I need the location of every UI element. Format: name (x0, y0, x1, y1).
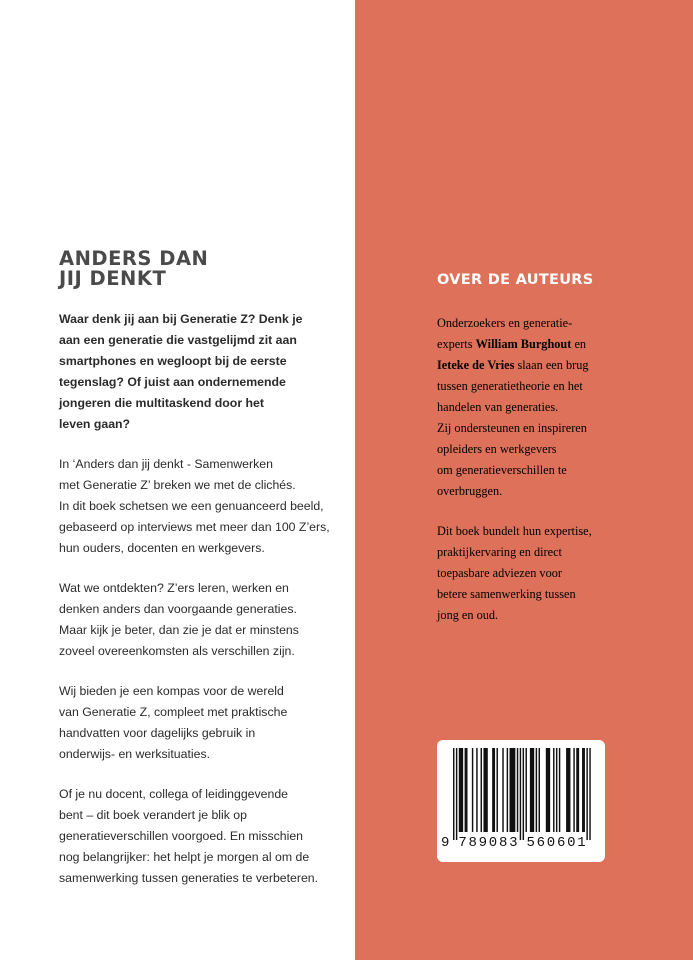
barcode-bar (586, 748, 587, 840)
text-line: smartphones en wegloopt bij de eerste (59, 354, 287, 368)
authors-intro: Onderzoekers en generatie- experts William Burghout en Ieteke de Vries slaan een brug tussen generatietheorie en het handelen van generaties. Zij ondersteunen en inspireren opleiders en werkgevers om generatieverschillen te overbruggen. (437, 316, 589, 498)
text-line: praktijkervaring en direct (437, 545, 562, 559)
text-line: zoveel overeenkomsten als verschillen zijn. (59, 644, 295, 658)
text-line: Maar kijk je beter, dan zie je dat er minstens (59, 623, 299, 637)
isbn-digit: 0 (567, 835, 576, 851)
blurb (59, 309, 344, 908)
text-line: van Generatie Z, compleet met praktische (59, 705, 288, 719)
barcode-bar (553, 748, 554, 832)
text-line: gebaseerd op interviews met meer dan 100 Z’ers, (59, 520, 330, 534)
author-name: William Burghout (475, 337, 572, 351)
text-line: toepasbare adviezen voor (437, 566, 562, 580)
barcode-bar (582, 748, 585, 832)
isbn-digit: 1 (577, 835, 586, 851)
text-line: Dit boek bundelt hun expertise, (437, 524, 592, 538)
barcode-bar (559, 748, 560, 832)
text-line: denken anders dan voorgaande generaties. (59, 602, 297, 616)
isbn-digit: 5 (526, 835, 535, 851)
barcode-bar (536, 748, 537, 832)
barcode-bar (465, 748, 468, 832)
barcode-bar (517, 748, 518, 832)
isbn-digit: 6 (536, 835, 546, 851)
barcode-bar (539, 748, 540, 832)
barcode-bar (526, 748, 527, 832)
isbn-digit: 9 (441, 835, 450, 851)
text-line: nog belangrijker: het helpt je morgen al om de (59, 850, 310, 864)
text-line: jongeren die multitaskend door het (59, 396, 264, 410)
author-name: Ieteke de Vries (437, 358, 515, 372)
title-line: ANDERS DAN (59, 247, 209, 270)
barcode-bar (573, 748, 574, 832)
barcode-bar (483, 748, 487, 832)
text-line: jong en oud. (437, 608, 499, 622)
barcode-bar (481, 748, 482, 832)
text-line: generatieverschillen voorgoed. En misschien (59, 829, 304, 843)
barcode-bar (453, 748, 454, 840)
text-line: Of je nu docent, collega of leidinggevende (59, 787, 289, 801)
blurb-paragraph (59, 578, 344, 662)
barcode-bar (510, 748, 516, 832)
authors-heading: OVER DE AUTEURS (437, 272, 594, 288)
title-line: JIJ DENKT (59, 267, 167, 290)
text-line: betere samenwerking tussen (437, 587, 576, 601)
text-line: leven gaan? (59, 417, 131, 431)
text-line: onderwijs- en werksituaties. (59, 747, 211, 761)
barcode-bar (497, 748, 498, 832)
text-line: hun ouders, docenten en werkgevers. (59, 541, 265, 555)
text-line: In ‘Anders dan jij denkt - Samenwerken (59, 457, 273, 471)
barcode-bar (472, 748, 473, 832)
text-line: tegenslag? Of juist aan ondernemende (59, 375, 286, 389)
barcode-bar (589, 748, 590, 840)
text-line: Waar denk jij aan bij Generatie Z? Denk je (59, 312, 303, 326)
blurb-paragraph (59, 454, 344, 559)
barcode-bar (492, 748, 495, 832)
isbn-digit: 3 (509, 835, 518, 851)
text-line: bent – dit boek verandert je blik op (59, 808, 247, 822)
authors-closing (437, 521, 677, 626)
barcode-bar (556, 748, 557, 832)
barcode-bar (456, 748, 457, 840)
barcode-bar (523, 748, 524, 840)
isbn-digit: 8 (498, 835, 508, 851)
barcode-bar (507, 748, 508, 832)
text-line: Wat we ontdekten? Z’ers leren, werken en (59, 581, 289, 595)
lead-paragraph (59, 309, 344, 435)
barcode-bar (530, 748, 534, 832)
barcode-bar (520, 748, 521, 840)
barcode-bar (459, 748, 463, 832)
blurb-paragraph (59, 784, 344, 889)
book-title (59, 249, 339, 289)
barcode-bar (476, 748, 477, 832)
text-line: In dit boek schetsen we een genuanceerd beeld, (59, 499, 324, 513)
isbn-digit: 8 (468, 835, 477, 851)
isbn-digit: 0 (546, 835, 556, 851)
text-line: samenwerking tussen generaties te verbeteren. (59, 871, 319, 885)
barcode-bar (502, 748, 503, 832)
text-line: aan een generatie die vastgelijmd zit aan (59, 333, 297, 347)
barcode-bar (546, 748, 550, 832)
text-line: met Generatie Z’ breken we met de clichés. (59, 478, 296, 492)
isbn-digit: 6 (556, 835, 566, 851)
barcode-bar (576, 748, 579, 832)
authors-text (437, 313, 677, 645)
isbn-barcode (437, 740, 605, 862)
text-line: Wij bieden je een kompas voor de wereld (59, 684, 284, 698)
isbn-digit: 0 (488, 835, 498, 851)
blurb-paragraph (59, 681, 344, 765)
isbn-digit: 9 (478, 835, 488, 851)
text-line: handvatten voor dagelijks gebruik in (59, 726, 256, 740)
barcode-bar (566, 748, 570, 832)
isbn-digit: 7 (458, 835, 467, 851)
